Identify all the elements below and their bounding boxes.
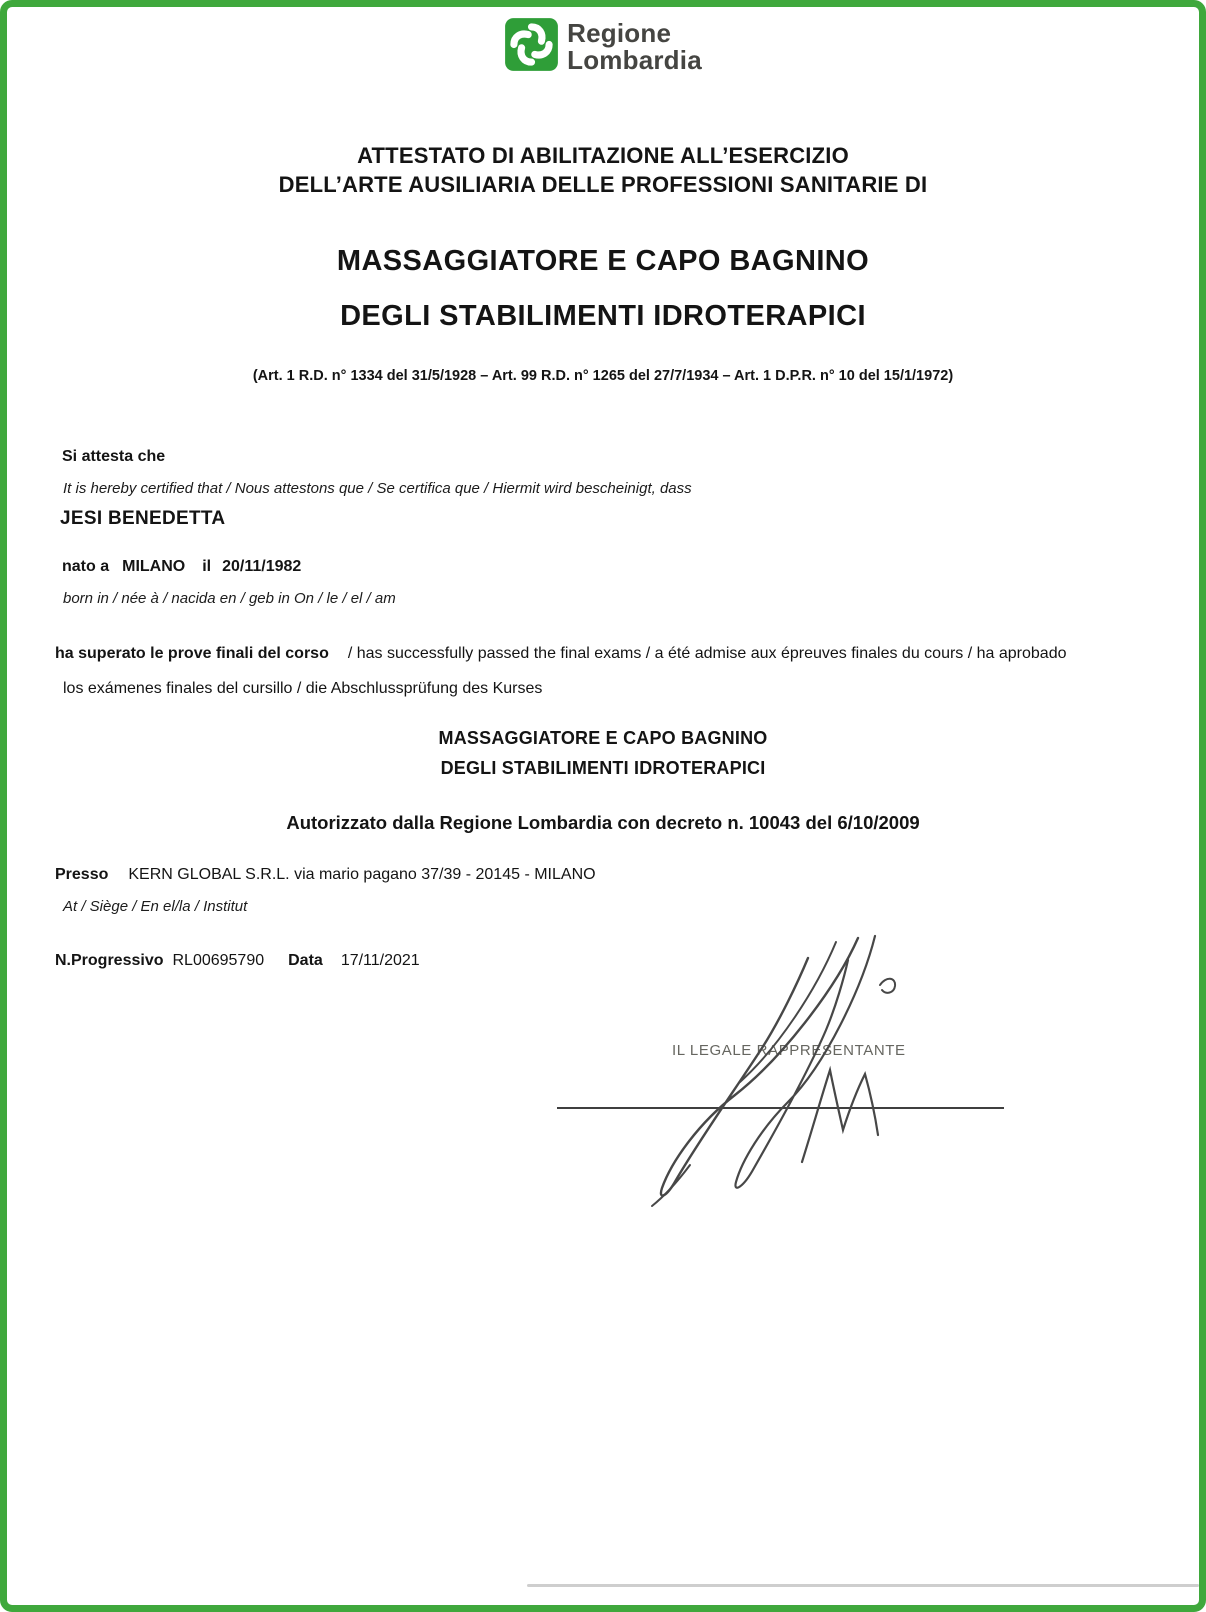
attest-label: Si attesta che: [62, 448, 166, 465]
exam-translation-part2: los exámenes finales del cursillo / die Abschlussprüfung des Kurses: [63, 680, 543, 697]
birth-label: nato a: [62, 558, 110, 575]
scan-artifact-line: [527, 1584, 1199, 1587]
logo-wordmark: [567, 17, 702, 74]
attest-translation: It is hereby certified that / Nous attestons que / Se certifica que / Hiermit wird bescheinigt, dass: [63, 480, 692, 497]
certificate-title-line1: ATTESTATO DI ABILITAZIONE ALL’ESERCIZIO: [357, 143, 849, 168]
handwritten-signature: [540, 930, 1010, 1220]
registry-line: [55, 952, 420, 970]
profession-title-line1: MASSAGGIATORE E CAPO BAGNINO: [336, 245, 870, 277]
birth-translation: born in / née à / nacida en / geb in On / le / el / am: [63, 590, 396, 607]
birth-il-label: il: [202, 558, 212, 575]
legal-representative-label: IL LEGALE RAPPRESENTANTE: [672, 1042, 906, 1059]
logo-wordmark-line2: Lombardia: [567, 45, 702, 75]
certificate-title: [7, 141, 1199, 199]
birth-line: [62, 558, 301, 576]
signature-line: [557, 1107, 1004, 1109]
course-name-line2: DEGLI STABILIMENTI IDROTERAPICI: [440, 758, 766, 778]
birth-date: 20/11/1982: [222, 558, 302, 575]
rosa-camuna-icon: [504, 17, 559, 72]
institution-value: KERN GLOBAL S.R.L. via mario pagano 37/39 - 20145 - MILANO: [128, 866, 596, 883]
progressivo-label: N.Progressivo: [55, 952, 164, 969]
authorization-statement: Autorizzato dalla Regione Lombardia con decreto n. 10043 del 6/10/2009: [286, 812, 920, 833]
exam-line: [55, 645, 1067, 663]
institution-translation: At / Siège / En el/la / Institut: [63, 898, 248, 915]
regione-lombardia-logo: [7, 17, 1199, 74]
course-name-line1: MASSAGGIATORE E CAPO BAGNINO: [438, 728, 768, 748]
legal-references: (Art. 1 R.D. n° 1334 del 31/5/1928 – Art. 99 R.D. n° 1265 del 27/7/1934 – Art. 1 D.P.R. n° 10 del 15/1/1972): [252, 368, 954, 384]
institution-line: [55, 866, 596, 884]
data-value: 17/11/2021: [340, 952, 420, 969]
certificate-title-line2: DELL’ARTE AUSILIARIA DELLE PROFESSIONI SANITARIE DI: [278, 172, 928, 197]
data-label: Data: [288, 952, 323, 969]
exam-label: ha superato le prove finali del corso: [55, 645, 329, 662]
person-name: JESI BENEDETTA: [60, 508, 226, 529]
logo-wordmark-line1: Regione: [567, 18, 672, 48]
birth-place: MILANO: [122, 558, 186, 575]
institution-label: Presso: [55, 866, 109, 883]
exam-translation-part1: / has successfully passed the final exams / a été admise aux épreuves finales du cours / ha aprobado: [347, 645, 1067, 662]
profession-title-line2: DEGLI STABILIMENTI IDROTERAPICI: [340, 300, 866, 332]
progressivo-value: RL00695790: [172, 952, 265, 969]
